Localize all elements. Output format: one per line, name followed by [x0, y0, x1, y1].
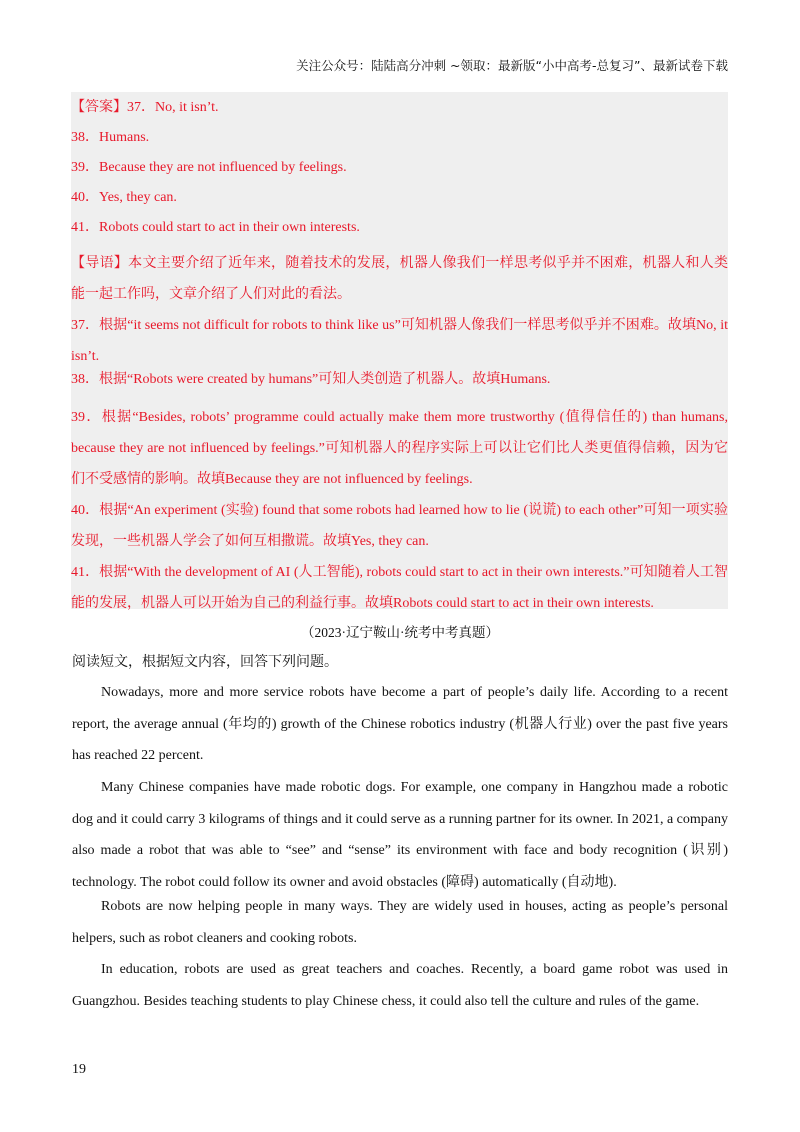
guide-text: 【导语】本文主要介绍了近年来，随着技术的发展，机器人像我们一样思考似乎并不困难，机器人和人类能一起工作吗，文章介绍了人们对此的看法。 — [71, 256, 728, 302]
paragraph-2: Many Chinese companies have made robotic dogs. For example, one company in Hangzhou made a robotic dog and it could carry 3 kilograms of things and it could serve as a running partner for its owner. In 2021, a company also made a robot that was able to “see” and “sense” its environment with face and body recognition (识别) technology. The robot could follow its owner and avoid obstacles (障碍) automatically (自动地). — [72, 780, 728, 891]
explanation-37: 37．根据“it seems not difficult for robots to think like us”可知机器人像我们一样思考似乎并不困难。故填No, it isn’t. — [71, 318, 728, 364]
answer-line-39: 39．Because they are not influenced by feelings. — [71, 160, 347, 175]
answer-line-37: 【答案】37．No, it isn’t. — [71, 100, 219, 115]
answer-line-41: 41．Robots could start to act in their own interests. — [71, 220, 360, 235]
answer-line-40: 40．Yes, they can. — [71, 190, 177, 205]
answer-box — [71, 92, 728, 609]
instruction: 阅读短文，根据短文内容，回答下列问题。 — [72, 655, 338, 670]
answer-line-38: 38．Humans. — [71, 130, 150, 145]
paragraph-3: Robots are now helping people in many ways. They are widely used in houses, acting as people’s personal helpers, such as robot cleaners and cooking robots. — [72, 899, 728, 946]
paragraph-4: In education, robots are used as great teachers and coaches. Recently, a board game robot was used in Guangzhou. Besides teaching students to play Chinese chess, it could also tell the culture and rules of the game. — [72, 962, 728, 1009]
explanation-40: 40．根据“An experiment (实验) found that some robots had learned how to lie (说谎) to each other”可知一项实验发现，一些机器人学会了如何互相撒谎。故填Yes, they can. — [71, 503, 728, 549]
paragraph-1: Nowadays, more and more service robots have become a part of people’s daily life. According to a recent report, the average annual (年均的) growth of the Chinese robotics industry (机器人行业) over the past five years has reached 22 percent. — [72, 685, 728, 764]
page-number: 19 — [72, 1062, 86, 1077]
exam-source: （2023·辽宁鞍山·统考中考真题） — [301, 625, 499, 640]
explanation-38: 38．根据“Robots were created by humans”可知人类创造了机器人。故填Humans. — [71, 372, 551, 387]
explanation-41: 41．根据“With the development of AI (人工智能), robots could start to act in their own interests.”可知随着人工智能的发展，机器人可以开始为自己的利益行事。故填Robots could start to act in their own interests. — [71, 565, 728, 611]
explanation-39: 39．根据“Besides, robots’ programme could actually make them more trustworthy (值得信任的) than humans, because they are not influenced by feelings.”可知机器人的程序实际上可以让它们比人类更值得信赖，因为它们不受感情的影响。故填Because they are not influenced by feelings. — [71, 410, 728, 487]
page-header: 关注公众号：陆陆高分冲刺 ~领取：最新版“小中高考-总复习”、最新试卷下载 — [296, 58, 728, 73]
